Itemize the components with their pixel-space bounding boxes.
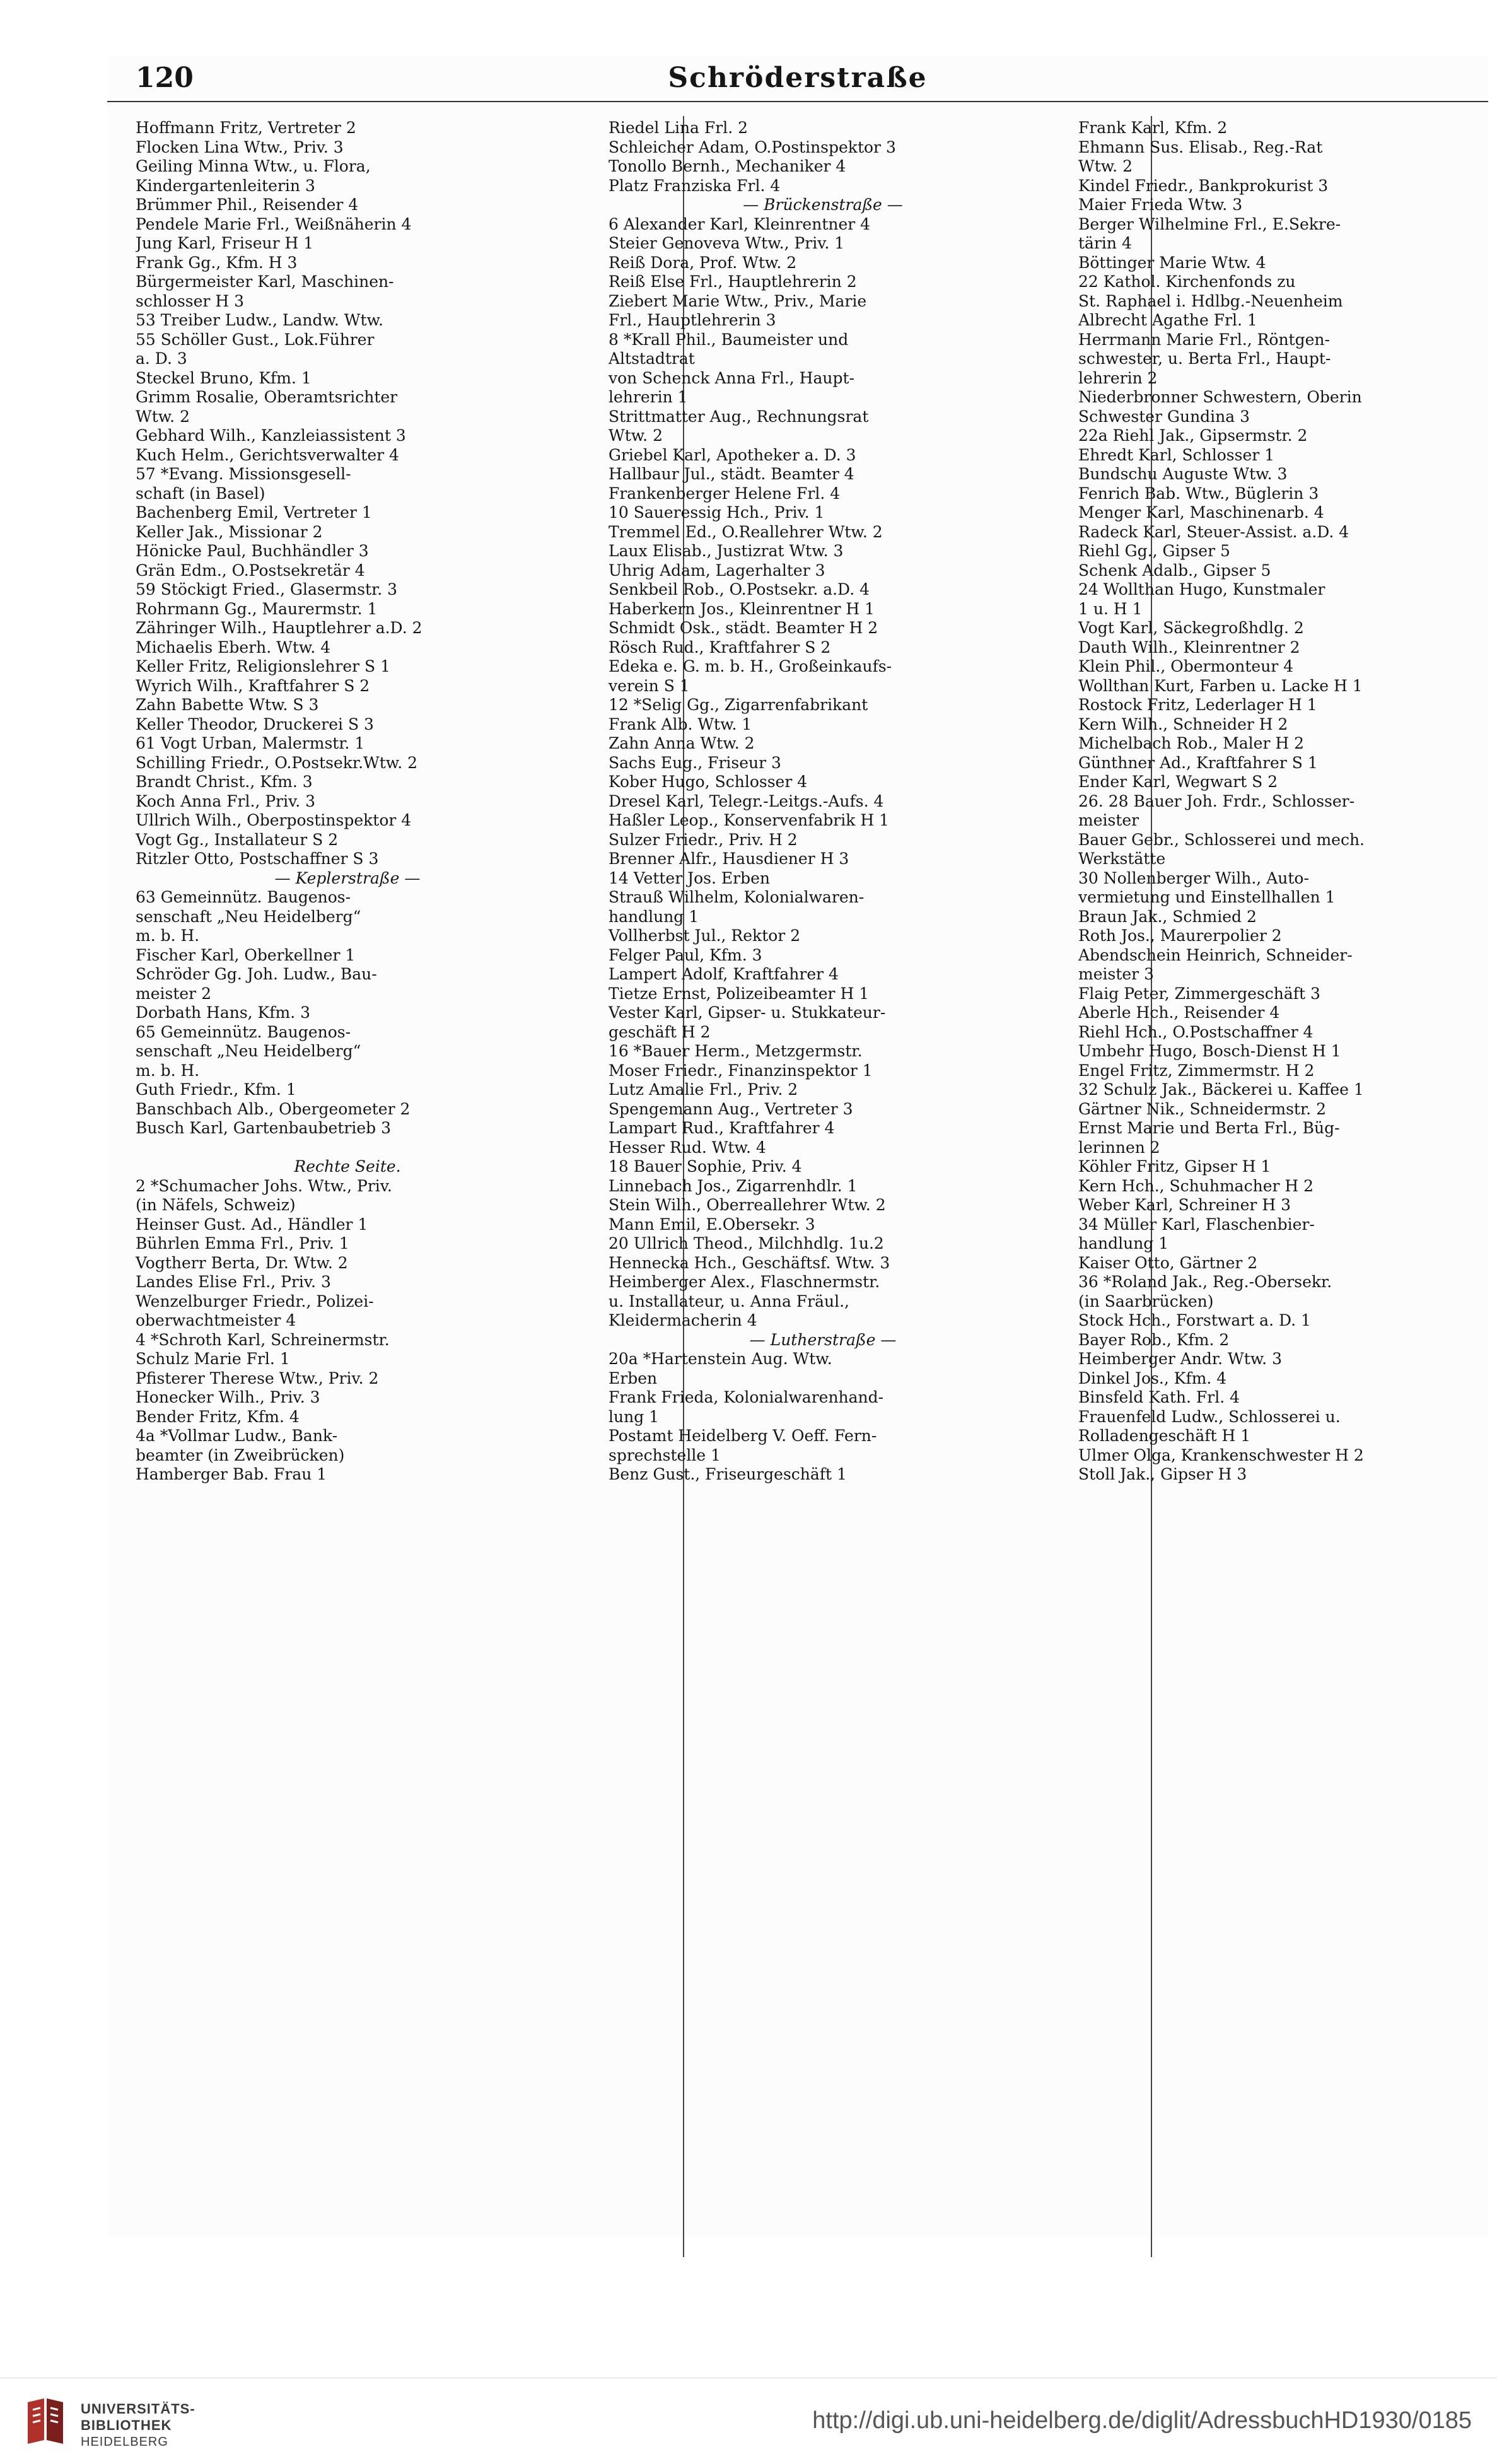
directory-entry: Rostock Fritz, Lederlager H 1 <box>1078 696 1317 714</box>
directory-entry: Haßler Leop., Konservenfabrik H 1 <box>609 811 889 829</box>
library-name-line: HEIDELBERG <box>81 2435 168 2449</box>
directory-entry: handlung 1 <box>1078 1234 1169 1252</box>
directory-entry: Tietze Ernst, Polizeibeamter H 1 <box>609 984 870 1003</box>
directory-entry: Zahn Anna Wtw. 2 <box>609 734 755 752</box>
directory-entry: Riedel Lina Frl. 2 <box>609 119 748 137</box>
directory-entry: Maier Frieda Wtw. 3 <box>1078 196 1243 214</box>
directory-entry: Herrmann Marie Frl., Röntgen- <box>1078 330 1330 349</box>
directory-entry: Bayer Rob., Kfm. 2 <box>1078 1330 1230 1349</box>
directory-entry: Niederbronner Schwestern, Oberin <box>1078 388 1362 406</box>
directory-entry: Haberkern Jos., Kleinrentner H 1 <box>609 599 875 618</box>
directory-entry: Uhrig Adam, Lagerhalter 3 <box>609 561 825 580</box>
directory-entry: — Keplerstraße — <box>274 868 421 887</box>
directory-entry: Kaiser Otto, Gärtner 2 <box>1078 1253 1258 1272</box>
directory-entry: Sulzer Friedr., Priv. H 2 <box>609 830 798 849</box>
directory-entry: Stoll Jak., Gipser H 3 <box>1078 1465 1247 1483</box>
directory-entry <box>136 1138 559 1158</box>
directory-entry: schlosser H 3 <box>136 291 244 310</box>
directory-entry: beamter (in Zweibrücken) <box>136 1445 345 1464</box>
directory-entry: Reiß Dora, Prof. Wtw. 2 <box>609 253 797 272</box>
directory-entry: von Schenck Anna Frl., Haupt- <box>609 368 854 387</box>
directory-entry: Bachenberg Emil, Vertreter 1 <box>136 503 372 522</box>
directory-entry: 65 Gemeinnütz. Baugenos- <box>136 1022 351 1041</box>
directory-entry: Reiß Else Frl., Hauptlehrerin 2 <box>609 272 857 291</box>
directory-entry: Bürgermeister Karl, Maschinen- <box>136 272 394 291</box>
directory-entry: Günthner Ad., Kraftfahrer S 1 <box>1078 753 1318 772</box>
directory-entry: Schilling Friedr., O.Postsekr.Wtw. 2 <box>136 753 418 772</box>
directory-entry: Michaelis Eberh. Wtw. 4 <box>136 638 331 657</box>
directory-entry: Schleicher Adam, O.Postinspektor 3 <box>609 137 896 156</box>
directory-entry: Strauß Wilhelm, Kolonialwaren- <box>609 888 865 906</box>
directory-entry: Menger Karl, Maschinenarb. 4 <box>1078 503 1324 522</box>
directory-entry: 59 Stöckigt Fried., Glasermstr. 3 <box>136 580 398 598</box>
running-head: Schröderstraße <box>668 62 928 94</box>
directory-entry: meister <box>1078 811 1139 829</box>
directory-entry: Wtw. 2 <box>609 426 663 445</box>
directory-entry: Flocken Lina Wtw., Priv. 3 <box>136 137 344 156</box>
directory-entry: Frank Karl, Kfm. 2 <box>1078 119 1228 137</box>
directory-entry: Kern Hch., Schuhmacher H 2 <box>1078 1176 1314 1195</box>
directory-entry: Fischer Karl, Oberkellner 1 <box>136 945 356 964</box>
directory-entry: Grän Edm., O.Postsekretär 4 <box>136 561 365 580</box>
directory-entry: handlung 1 <box>609 907 699 926</box>
directory-entry: Dinkel Jos., Kfm. 4 <box>1078 1369 1227 1387</box>
directory-entry: Ender Karl, Wegwart S 2 <box>1078 773 1278 791</box>
directory-entry: Brenner Alfr., Hausdiener H 3 <box>609 850 849 868</box>
directory-entry: lehrerin 2 <box>1078 368 1158 387</box>
directory-entry: Edeka e. G. m. b. H., Großeinkaufs- <box>609 657 892 675</box>
directory-entry: 16 *Bauer Herm., Metzgermstr. <box>609 1042 863 1060</box>
directory-entry: Altstadtrat <box>609 349 695 368</box>
directory-entry: Schmidt Osk., städt. Beamter H 2 <box>609 619 878 637</box>
directory-entry: Engel Fritz, Zimmermstr. H 2 <box>1078 1061 1315 1080</box>
directory-entry: 4a *Vollmar Ludw., Bank- <box>136 1427 338 1445</box>
directory-entry: geschäft H 2 <box>609 1022 711 1041</box>
directory-entry: Radeck Karl, Steuer-Assist. a.D. 4 <box>1078 522 1349 541</box>
directory-entry: lung 1 <box>609 1407 660 1426</box>
directory-entry: Jung Karl, Friseur H 1 <box>136 234 314 252</box>
directory-entry: St. Raphael i. Hdlbg.-Neuenheim <box>1078 291 1343 310</box>
directory-entry: (in Saarbrücken) <box>1078 1292 1214 1311</box>
directory-entry: 14 Vetter Jos. Erben <box>609 868 770 887</box>
directory-entry: Wyrich Wilh., Kraftfahrer S 2 <box>136 676 370 695</box>
directory-entry: Kober Hugo, Schlosser 4 <box>609 773 808 791</box>
directory-entry: Banschbach Alb., Obergeometer 2 <box>136 1099 411 1118</box>
directory-entry: Aberle Hch., Reisender 4 <box>1078 1003 1280 1022</box>
directory-entry: — Lutherstraße — <box>749 1330 897 1349</box>
directory-entry: schwester, u. Berta Frl., Haupt- <box>1078 349 1331 368</box>
directory-entry: Honecker Wilh., Priv. 3 <box>136 1388 320 1406</box>
directory-entry: Frl., Hauptlehrerin 3 <box>609 311 776 329</box>
directory-entry: Steckel Bruno, Kfm. 1 <box>136 368 312 387</box>
directory-entry: Heinser Gust. Ad., Händler 1 <box>136 1215 368 1234</box>
directory-entry: Lampert Adolf, Kraftfahrer 4 <box>609 965 839 983</box>
directory-entry: (in Näfels, Schweiz) <box>136 1196 296 1214</box>
directory-entry: Wenzelburger Friedr., Polizei- <box>136 1292 374 1311</box>
directory-entry: Hamberger Bab. Frau 1 <box>136 1465 327 1483</box>
directory-entry: Linnebach Jos., Zigarrenhdlr. 1 <box>609 1176 858 1195</box>
directory-entry: meister 3 <box>1078 965 1154 983</box>
directory-entry: Ullrich Wilh., Oberpostinspektor 4 <box>136 811 412 829</box>
directory-entry: Roth Jos., Maurerpolier 2 <box>1078 926 1282 945</box>
directory-entry: 4 *Schroth Karl, Schreinermstr. <box>136 1330 390 1349</box>
directory-entry: Senkbeil Rob., O.Postsekr. a.D. 4 <box>609 580 870 598</box>
directory-entry: m. b. H. <box>136 926 200 945</box>
directory-entry: Koch Anna Frl., Priv. 3 <box>136 791 316 810</box>
directory-entry: Vogt Karl, Säckegroßhdlg. 2 <box>1078 619 1304 637</box>
directory-entry: Dauth Wilh., Kleinrentner 2 <box>1078 638 1300 657</box>
directory-entry: Zähringer Wilh., Hauptlehrer a.D. 2 <box>136 619 422 637</box>
directory-entry: Frauenfeld Ludw., Schlosserei u. <box>1078 1407 1341 1426</box>
source-url-link[interactable]: http://digi.ub.uni-heidelberg.de/diglit/AdressbuchHD1930/0185 <box>812 2407 1472 2434</box>
directory-entry: Schulz Marie Frl. 1 <box>136 1350 290 1368</box>
directory-entry: Hallbaur Jul., städt. Beamter 4 <box>609 465 854 483</box>
directory-entry: 6 Alexander Karl, Kleinrentner 4 <box>609 214 871 233</box>
directory-entry: Keller Jak., Missionar 2 <box>136 522 323 541</box>
directory-entry: lehrerin 1 <box>609 388 688 406</box>
directory-entry: — Brückenstraße — <box>743 196 903 214</box>
university-library-logo-icon <box>25 2396 66 2446</box>
directory-entry: Braun Jak., Schmied 2 <box>1078 907 1257 926</box>
directory-entry: Strittmatter Aug., Rechnungsrat <box>609 407 869 426</box>
directory-entry: Steier Genoveva Wtw., Priv. 1 <box>609 234 845 252</box>
directory-entry: Ziebert Marie Wtw., Priv., Marie <box>609 291 867 310</box>
directory-entry: Kuch Helm., Gerichtsverwalter 4 <box>136 445 399 464</box>
directory-entry: tärin 4 <box>1078 234 1132 252</box>
directory-entry: Dorbath Hans, Kfm. 3 <box>136 1003 311 1022</box>
library-name <box>81 2401 195 2450</box>
directory-entry: Platz Franziska Frl. 4 <box>609 176 781 195</box>
directory-entry: Hönicke Paul, Buchhändler 3 <box>136 542 369 560</box>
directory-entry: Schwester Gundina 3 <box>1078 407 1250 426</box>
directory-entry: Felger Paul, Kfm. 3 <box>609 945 762 964</box>
directory-entry: Pendele Marie Frl., Weißnäherin 4 <box>136 214 412 233</box>
directory-entry: meister 2 <box>136 984 211 1003</box>
directory-entry: Keller Theodor, Druckerei S 3 <box>136 715 374 733</box>
directory-entry: Schröder Gg. Joh. Ludw., Bau- <box>136 965 377 983</box>
directory-entry: Frank Frieda, Kolonialwarenhand- <box>609 1388 884 1406</box>
book-page <box>107 55 1488 2238</box>
page-number: 120 <box>136 62 194 94</box>
directory-entry: Kleidermacherin 4 <box>609 1311 757 1329</box>
directory-entry: 34 Müller Karl, Flaschenbier- <box>1078 1215 1315 1234</box>
directory-entry: Binsfeld Kath. Frl. 4 <box>1078 1388 1240 1406</box>
directory-entry: Vogtherr Berta, Dr. Wtw. 2 <box>136 1253 348 1272</box>
directory-entry: 61 Vogt Urban, Malermstr. 1 <box>136 734 365 752</box>
directory-entry: 12 *Selig Gg., Zigarrenfabrikant <box>609 696 868 714</box>
directory-entry: 63 Gemeinnütz. Baugenos- <box>136 888 351 906</box>
directory-entry: Hennecka Hch., Geschäftsf. Wtw. 3 <box>609 1253 890 1272</box>
directory-entry: Lampart Rud., Kraftfahrer 4 <box>609 1119 835 1137</box>
directory-entry: Albrecht Agathe Frl. 1 <box>1078 311 1257 329</box>
directory-entry: Kern Wilh., Schneider H 2 <box>1078 715 1288 733</box>
directory-entry: Tremmel Ed., O.Reallehrer Wtw. 2 <box>609 522 883 541</box>
directory-entry: Ehmann Sus. Elisab., Reg.-Rat <box>1078 137 1323 156</box>
directory-entry: Zahn Babette Wtw. S 3 <box>136 696 319 714</box>
directory-entry: Landes Elise Frl., Priv. 3 <box>136 1273 331 1291</box>
directory-entry: Bender Fritz, Kfm. 4 <box>136 1407 300 1426</box>
directory-entry: 2 *Schumacher Johs. Wtw., Priv. <box>136 1176 392 1195</box>
directory-entry: oberwachtmeister 4 <box>136 1311 296 1329</box>
directory-entry: 22a Riehl Jak., Gipsermstr. 2 <box>1078 426 1308 445</box>
directory-entry: Wtw. 2 <box>1078 157 1133 175</box>
directory-entry: 10 Saueressig Hch., Priv. 1 <box>609 503 825 522</box>
directory-entry: Klein Phil., Obermonteur 4 <box>1078 657 1294 675</box>
directory-entry: Abendschein Heinrich, Schneider- <box>1078 945 1353 964</box>
directory-column-right <box>1078 119 1488 1485</box>
directory-entry: Rolladengeschäft H 1 <box>1078 1427 1251 1445</box>
directory-entry: Umbehr Hugo, Bosch-Dienst H 1 <box>1078 1042 1341 1060</box>
directory-entry: Böttinger Marie Wtw. 4 <box>1078 253 1266 272</box>
directory-entry: Moser Friedr., Finanzinspektor 1 <box>609 1061 873 1080</box>
directory-entry: Frank Gg., Kfm. H 3 <box>136 253 298 272</box>
directory-entry: Riehl Gg., Gipser 5 <box>1078 542 1230 560</box>
directory-entry: Weber Karl, Schreiner H 3 <box>1078 1196 1291 1214</box>
viewer-footer <box>0 2378 1497 2464</box>
directory-entry: Ulmer Olga, Krankenschwester H 2 <box>1078 1445 1364 1464</box>
directory-entry: 8 *Krall Phil., Baumeister und <box>609 330 849 349</box>
directory-entry: Spengemann Aug., Vertreter 3 <box>609 1099 853 1118</box>
directory-entry: Stein Wilh., Oberreallehrer Wtw. 2 <box>609 1196 886 1214</box>
directory-entry: Tonollo Bernh., Mechaniker 4 <box>609 157 846 175</box>
directory-entry: Laux Elisab., Justizrat Wtw. 3 <box>609 542 844 560</box>
directory-entry: Riehl Hch., O.Postschaffner 4 <box>1078 1022 1314 1041</box>
directory-entry: Busch Karl, Gartenbaubetrieb 3 <box>136 1119 391 1137</box>
directory-entry: 22 Kathol. Kirchenfonds zu <box>1078 272 1296 291</box>
directory-entry: Flaig Peter, Zimmergeschäft 3 <box>1078 984 1320 1003</box>
directory-entry: sprechstelle 1 <box>609 1445 721 1464</box>
directory-entry: Pfisterer Therese Wtw., Priv. 2 <box>136 1369 379 1387</box>
directory-entry: a. D. 3 <box>136 349 187 368</box>
directory-entry: Rösch Rud., Kraftfahrer S 2 <box>609 638 831 657</box>
directory-entry: 30 Nollenberger Wilh., Auto- <box>1078 868 1309 887</box>
directory-entry: schaft (in Basel) <box>136 484 265 503</box>
directory-entry: Rohrmann Gg., Maurermstr. 1 <box>136 599 378 618</box>
directory-entry: Bührlen Emma Frl., Priv. 1 <box>136 1234 349 1252</box>
directory-entry: Keller Fritz, Religionslehrer S 1 <box>136 657 390 675</box>
directory-entry: 32 Schulz Jak., Bäckerei u. Kaffee 1 <box>1078 1080 1364 1099</box>
directory-entry: Gärtner Nik., Schneidermstr. 2 <box>1078 1099 1326 1118</box>
directory-entry: Wollthan Kurt, Farben u. Lacke H 1 <box>1078 676 1363 695</box>
directory-entry: Rechte Seite. <box>294 1157 401 1176</box>
directory-entry: Werkstätte <box>1078 850 1166 868</box>
directory-entry: Kindergartenleiterin 3 <box>136 176 315 195</box>
directory-entry: Benz Gust., Friseurgeschäft 1 <box>609 1465 847 1483</box>
directory-entry: m. b. H. <box>136 1061 200 1080</box>
directory-entry: 20a *Hartenstein Aug. Wtw. <box>609 1350 832 1368</box>
directory-entry: lerinnen 2 <box>1078 1138 1160 1157</box>
directory-entry: Vester Karl, Gipser- u. Stukkateur- <box>609 1003 886 1022</box>
directory-entry: Stock Hch., Forstwart a. D. 1 <box>1078 1311 1311 1329</box>
directory-entry: Vogt Gg., Installateur S 2 <box>136 830 339 849</box>
directory-entry: Lutz Amalie Frl., Priv. 2 <box>609 1080 798 1099</box>
directory-entry: Grimm Rosalie, Oberamtsrichter <box>136 388 398 406</box>
directory-entry: Frankenberger Helene Frl. 4 <box>609 484 841 503</box>
directory-entry: senschaft „Neu Heidelberg“ <box>136 1042 361 1060</box>
directory-entry: Erben <box>609 1369 658 1387</box>
directory-entry: Mann Emil, E.Obersekr. 3 <box>609 1215 815 1234</box>
directory-entry: Gebhard Wilh., Kanzleiassistent 3 <box>136 426 406 445</box>
directory-entry: Guth Friedr., Kfm. 1 <box>136 1080 296 1099</box>
directory-entry: Sachs Eug., Friseur 3 <box>609 753 781 772</box>
directory-entry: Heimberger Andr. Wtw. 3 <box>1078 1350 1282 1368</box>
directory-entry: 18 Bauer Sophie, Priv. 4 <box>609 1157 802 1176</box>
library-name-line: BIBLIOTHEK <box>81 2417 172 2433</box>
directory-entry: 20 Ullrich Theod., Milchhdlg. 1u.2 <box>609 1234 884 1252</box>
directory-entry: Fenrich Bab. Wtw., Büglerin 3 <box>1078 484 1319 503</box>
directory-entry: Ritzler Otto, Postschaffner S 3 <box>136 850 379 868</box>
directory-entry: Wtw. 2 <box>136 407 190 426</box>
directory-column-left <box>136 119 559 1485</box>
directory-entry: u. Installateur, u. Anna Fräul., <box>609 1292 849 1311</box>
directory-entry: Postamt Heidelberg V. Oeff. Fern- <box>609 1427 877 1445</box>
directory-entry: 24 Wollthan Hugo, Kunstmaler <box>1078 580 1325 598</box>
directory-entry: Brandt Christ., Kfm. 3 <box>136 773 313 791</box>
directory-entry: Dresel Karl, Telegr.-Leitgs.-Aufs. 4 <box>609 791 884 810</box>
directory-entry: Heimberger Alex., Flaschnermstr. <box>609 1273 880 1291</box>
directory-entry: Bundschu Auguste Wtw. 3 <box>1078 465 1288 483</box>
directory-entry: Michelbach Rob., Maler H 2 <box>1078 734 1305 752</box>
directory-entry: Kindel Friedr., Bankprokurist 3 <box>1078 176 1329 195</box>
directory-entry: 1 u. H 1 <box>1078 599 1143 618</box>
directory-entry: Vollherbst Jul., Rektor 2 <box>609 926 801 945</box>
directory-column-middle <box>609 119 1037 1485</box>
directory-entry: Hesser Rud. Wtw. 4 <box>609 1138 766 1157</box>
directory-entry: Griebel Karl, Apotheker a. D. 3 <box>609 445 856 464</box>
directory-entry: vermietung und Einstellhallen 1 <box>1078 888 1336 906</box>
header-rule <box>107 101 1488 102</box>
directory-entry: Bauer Gebr., Schlosserei und mech. <box>1078 830 1365 849</box>
directory-entry: Hoffmann Fritz, Vertreter 2 <box>136 119 356 137</box>
directory-entry: Ernst Marie und Berta Frl., Büg- <box>1078 1119 1340 1137</box>
directory-entry: senschaft „Neu Heidelberg“ <box>136 907 361 926</box>
directory-entry: Berger Wilhelmine Frl., E.Sekre- <box>1078 214 1341 233</box>
directory-entry: 55 Schöller Gust., Lok.Führer <box>136 330 375 349</box>
directory-entry: Schenk Adalb., Gipser 5 <box>1078 561 1271 580</box>
directory-entry: 36 *Roland Jak., Reg.-Obersekr. <box>1078 1273 1332 1291</box>
directory-entry: Frank Alb. Wtw. 1 <box>609 715 752 733</box>
directory-entry: Geiling Minna Wtw., u. Flora, <box>136 157 371 175</box>
directory-entry: verein S 1 <box>609 676 690 695</box>
directory-entry: 57 *Evang. Missionsgesell- <box>136 465 351 483</box>
directory-entry: Brümmer Phil., Reisender 4 <box>136 196 359 214</box>
library-name-line: UNIVERSITÄTS- <box>81 2401 195 2417</box>
directory-entry: Ehredt Karl, Schlosser 1 <box>1078 445 1275 464</box>
directory-entry: Köhler Fritz, Gipser H 1 <box>1078 1157 1271 1176</box>
directory-entry: 26. 28 Bauer Joh. Frdr., Schlosser- <box>1078 791 1355 810</box>
directory-entry: 53 Treiber Ludw., Landw. Wtw. <box>136 311 383 329</box>
